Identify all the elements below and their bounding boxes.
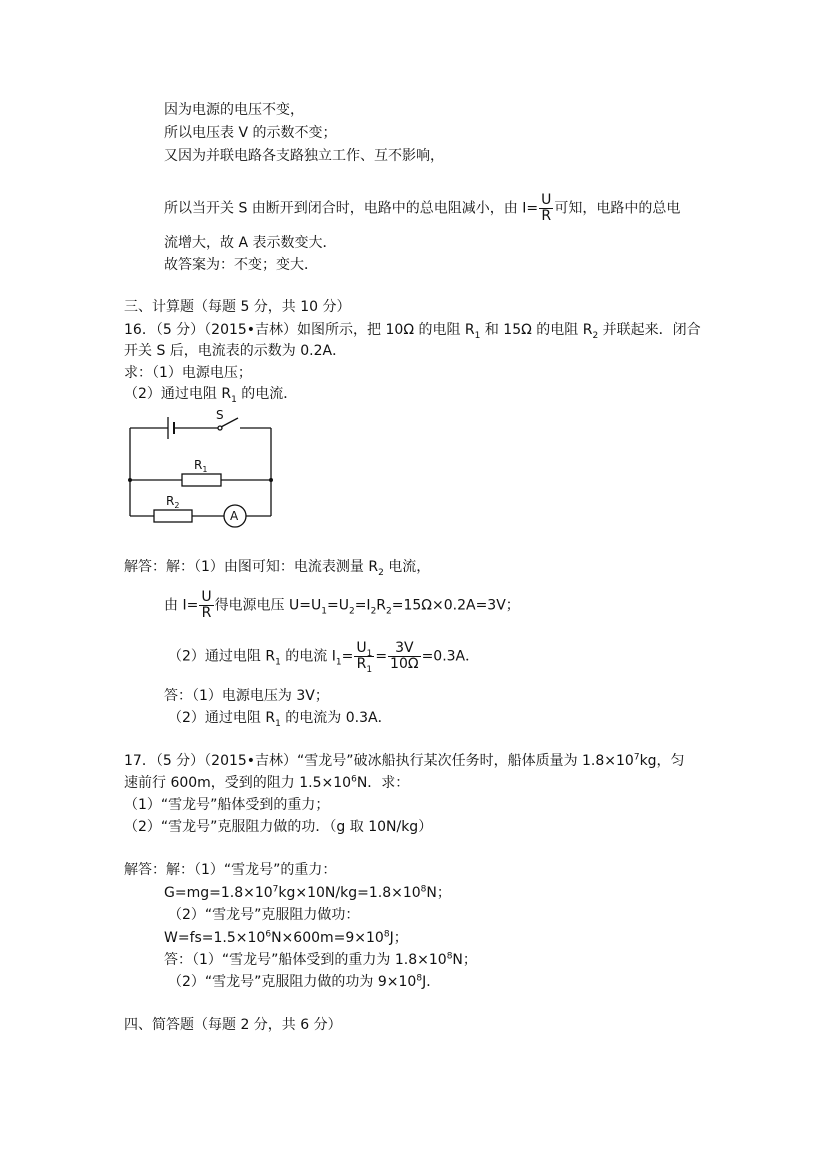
text-segment: N×600m=9×10: [271, 930, 384, 946]
resistor-r2: [154, 510, 192, 522]
question-line: 求：（1）电源电压；: [124, 365, 252, 381]
r2-label: $R_2$: [166, 494, 180, 510]
question-line: [124, 774, 409, 792]
text-segment: 的电流为 0.3A．: [280, 710, 392, 726]
answer-line: （2）“雪龙号”克服阻力做功：: [168, 907, 360, 923]
solution-line: [164, 193, 680, 224]
subscript: 1: [275, 718, 281, 729]
text-segment: =0.3A．: [421, 648, 480, 665]
question-line: 开关 S 后，电流表的示数为 0.2A．: [124, 343, 347, 359]
denominator: $R_1$: [356, 656, 373, 675]
superscript: 6: [351, 774, 357, 785]
superscript: 8: [416, 973, 423, 984]
text-segment: （2）通过电阻 R: [124, 386, 232, 402]
answer-line: [164, 951, 477, 969]
text-segment: J．: [422, 974, 441, 990]
question-line: [124, 321, 701, 339]
text-segment: G=mg=1.8×10: [164, 885, 273, 901]
superscript: 8: [446, 951, 453, 962]
denominator: R: [541, 208, 552, 224]
ammeter-label: A: [230, 509, 239, 523]
solution-line: 所以电压表 V 的示数不变；: [164, 125, 337, 141]
text-segment: 电流，: [383, 559, 431, 575]
subscript: 1: [335, 657, 342, 668]
subscript: 1: [231, 394, 237, 405]
answer-line: 答：（1）电源电压为 3V；: [164, 688, 329, 704]
text-segment: 可知，电路中的总电: [554, 200, 681, 217]
text-segment: N；: [426, 885, 451, 901]
junction-dot: [269, 478, 273, 482]
subscript: 1: [474, 330, 481, 341]
text-segment: W=fs=1.5×10: [164, 930, 266, 946]
junction-dot: [128, 478, 132, 482]
solution-line: 因为电源的电压不变，: [164, 102, 304, 118]
solution-line: 故答案为：不变；变大．: [164, 257, 318, 273]
text-segment: 解答：解：（1）由图可知：电流表测量 R: [124, 559, 379, 575]
switch-label: S: [216, 408, 224, 422]
answer-line: [168, 640, 480, 675]
numerator: 3V: [388, 641, 421, 657]
r1-label: $R_1$: [194, 458, 208, 474]
subscript: 1: [275, 657, 281, 668]
answer-line: [164, 590, 520, 621]
text-segment: 的电流．: [236, 386, 298, 402]
section-title: 四、简答题（每题 2 分，共 6 分）: [124, 1017, 342, 1033]
text-segment: 答：（1）“雪龙号”船体受到的重力为 1.8×10: [164, 952, 447, 968]
text-segment: =U: [326, 597, 349, 614]
text-segment: 17．（5 分）（2015•吉林）“雪龙号”破冰船执行某次任务时，船体质量为 1.8×10: [124, 753, 634, 769]
subscript: 2: [370, 606, 377, 617]
text-segment: （2）“雪龙号”克服阻力做的功为 9×10: [168, 974, 417, 990]
text-segment: 并联起来．闭合: [598, 322, 701, 338]
answer-line: [124, 558, 430, 576]
text-segment: （2）通过电阻 R: [168, 648, 276, 665]
solution-line: 流增大，故 A 表示数变大．: [164, 235, 337, 251]
text-segment: N．求：: [356, 775, 410, 791]
answer-line: [168, 973, 440, 991]
circuit-diagram: [126, 408, 276, 530]
text-segment: N；: [452, 952, 477, 968]
superscript: 7: [272, 884, 279, 895]
text-segment: 速前行 600m，受到的阻力 1.5×10: [124, 775, 352, 791]
fraction: [388, 641, 421, 672]
text-segment: J；: [389, 930, 408, 946]
denominator: R: [201, 605, 212, 621]
answer-line: [164, 884, 451, 902]
subscript: 2: [348, 606, 355, 617]
text-segment: 和 15Ω 的电阻 R: [480, 322, 593, 338]
text-segment: R: [376, 597, 387, 614]
superscript: 8: [383, 929, 390, 940]
superscript: 8: [420, 884, 427, 895]
answer-line: 解答：解：（1）“雪龙号”的重力：: [124, 862, 337, 878]
fraction: [354, 640, 374, 675]
answer-line: [164, 929, 408, 947]
subscript: 1: [321, 606, 327, 617]
text-segment: 的电流 I: [280, 648, 336, 665]
question-line: （2）“雪龙号”克服阻力做的功．（g 取 10N/kg）: [124, 819, 433, 835]
subscript: 2: [386, 606, 392, 617]
text-segment: 由 I=: [164, 597, 199, 614]
question-line: [124, 385, 297, 403]
fraction: [199, 590, 213, 621]
numerator: $U_1$: [356, 640, 373, 659]
text-segment: =I: [354, 597, 371, 614]
numerator: U: [201, 589, 212, 605]
superscript: 7: [633, 752, 640, 763]
solution-line: 又因为并联电路各支路独立工作、互不影响，: [164, 148, 444, 164]
text-segment: =: [375, 648, 388, 665]
subscript: 2: [592, 330, 599, 341]
text-segment: kg，匀: [639, 753, 685, 769]
text-segment: 得电源电压 U=U: [214, 597, 322, 614]
superscript: 6: [265, 929, 272, 940]
question-line: （1）“雪龙号”船体受到的重力；: [124, 797, 330, 813]
section-title: 三、计算题（每题 5 分，共 10 分）: [124, 299, 351, 315]
numerator: U: [541, 192, 552, 208]
resistor-r1: [182, 474, 221, 486]
text-segment: =: [341, 648, 354, 665]
subscript: 2: [378, 567, 384, 578]
denominator: 10Ω: [390, 656, 419, 672]
text-segment: kg×10N/kg=1.8×10: [278, 885, 421, 901]
text-segment: （2）通过电阻 R: [168, 710, 276, 726]
text-segment: 16．（5 分）（2015•吉林）如图所示，把 10Ω 的电阻 R: [124, 322, 475, 338]
text-segment: 所以当开关 S 由断开到闭合时，电路中的总电阻减小，由 I=: [164, 200, 539, 217]
fraction: [539, 193, 553, 224]
text-segment: =15Ω×0.2A=3V；: [391, 597, 520, 614]
question-line: [124, 752, 685, 770]
answer-line: [168, 709, 392, 727]
